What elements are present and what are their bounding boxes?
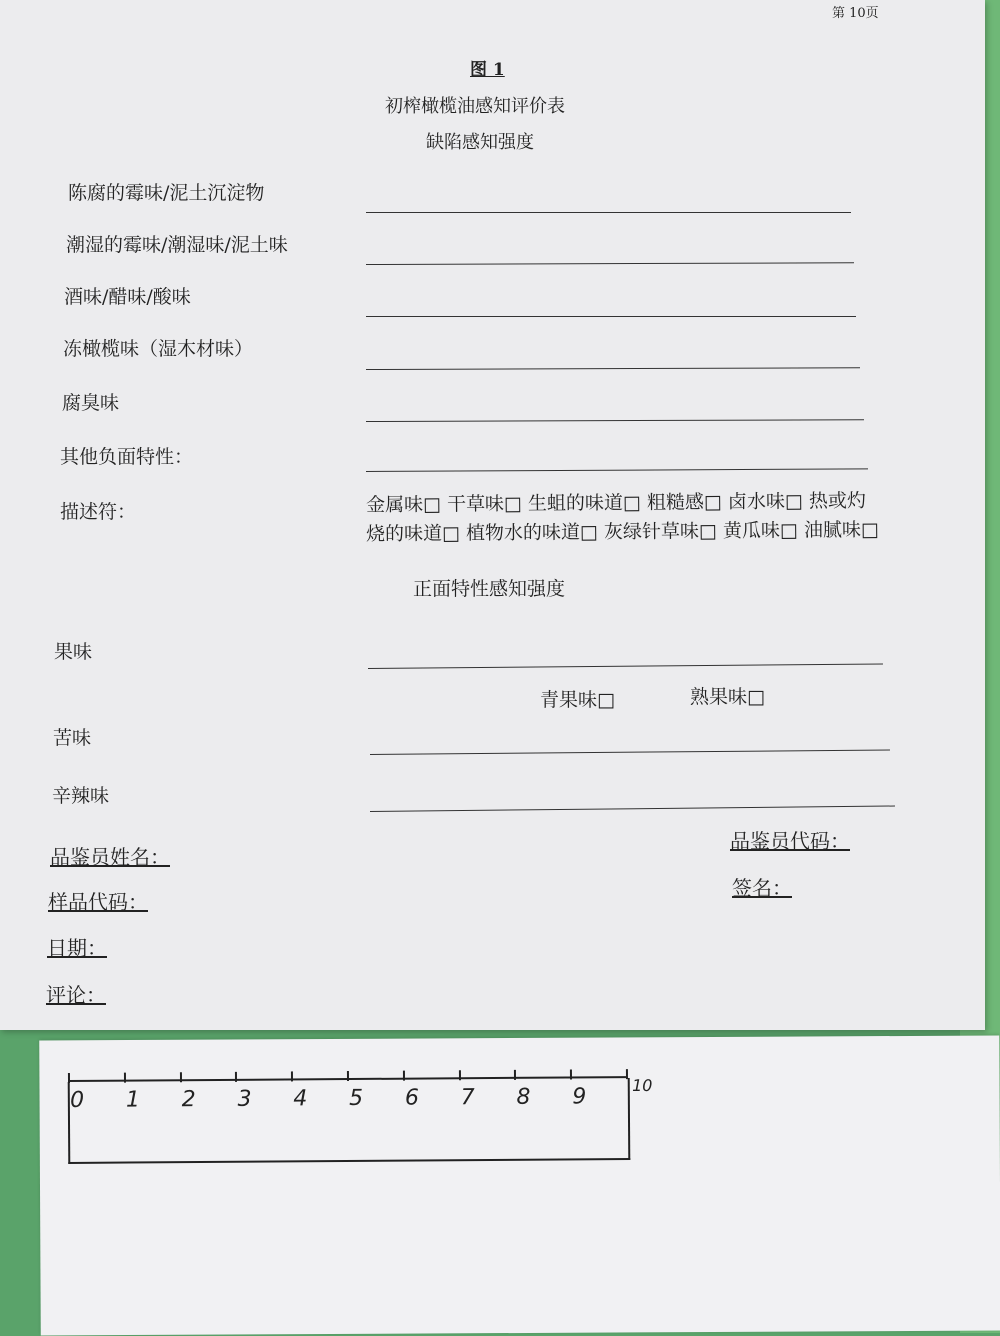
scale-tick-label: 8 [516, 1084, 531, 1110]
scale-tick [570, 1069, 572, 1079]
form-title: 初榨橄榄油感知评价表 [385, 96, 565, 117]
figure-label: 图 1 [470, 60, 505, 80]
positive-label-pungent: 辛辣味 [52, 785, 110, 807]
descriptor-label: 描述符： [60, 501, 137, 523]
scale-tick [459, 1070, 461, 1080]
positive-label-bitter: 苦味 [53, 727, 92, 749]
scale-tick [235, 1072, 237, 1082]
scale-tick-label: 7 [460, 1085, 475, 1111]
scale-tick-label: 1 [125, 1087, 141, 1113]
ripe-fruity-checkbox[interactable]: 熟果味□ [690, 686, 765, 708]
scale-tick-label: 5 [349, 1085, 364, 1112]
defect-line-other[interactable] [366, 468, 868, 472]
positive-line-pungent[interactable] [370, 806, 895, 812]
defect-label-frostbitten: 冻橄榄味（湿木材味） [63, 338, 254, 360]
defect-label-winey: 酒味/醋味/酸味 [64, 286, 191, 308]
section-defects-title: 缺陷感知强度 [426, 132, 534, 153]
defect-label-musty: 陈腐的霉味/泥土沉淀物 [68, 182, 265, 204]
date-field[interactable]: 日期： [47, 936, 107, 960]
green-fruity-checkbox[interactable]: 青果味□ [540, 689, 615, 711]
signature-field[interactable]: 签名： [732, 876, 792, 900]
scale-tick [347, 1071, 349, 1081]
page-number: 第 10页 [832, 6, 879, 21]
scale-tick-label: 4 [293, 1086, 308, 1112]
defect-line-frostbitten[interactable] [366, 367, 860, 370]
defect-line-rancid[interactable] [366, 419, 864, 422]
positive-line-bitter[interactable] [370, 749, 890, 755]
section-positive-title: 正面特性感知强度 [413, 578, 566, 600]
defect-line-humid[interactable] [366, 262, 854, 265]
comments-field[interactable]: 评论： [46, 983, 106, 1007]
taster-name-field[interactable]: 品鉴员姓名： [50, 845, 170, 869]
descriptors-line-2[interactable]: 烧的味道□ 植物水的味道□ 灰绿针草味□ 黄瓜味□ 油腻味□ [365, 518, 880, 546]
defect-label-other: 其他负面特性： [60, 446, 194, 468]
scale-tick [403, 1071, 405, 1081]
defect-line-musty[interactable] [366, 212, 851, 213]
scale-tick [514, 1070, 516, 1080]
sample-code-field[interactable]: 样品代码： [48, 890, 148, 914]
defect-line-winey[interactable] [366, 316, 856, 317]
scale-tick-label: 0 [70, 1087, 85, 1113]
scale-tick-label: 10 [631, 1075, 653, 1096]
defect-label-winey-humid: 潮湿的霉味/潮湿味/泥土味 [66, 234, 288, 256]
scale-tick [291, 1071, 293, 1081]
scale-tick-label: 6 [404, 1085, 420, 1111]
scale-tick-label: 2 [181, 1087, 196, 1113]
positive-label-fruity: 果味 [54, 641, 93, 663]
scale-tick-label: 9 [572, 1084, 587, 1110]
descriptors-line-1[interactable]: 金属味□ 干草味□ 生蛆的味道□ 粗糙感□ 卤水味□ 热或灼 [365, 489, 867, 517]
scale-tick-label: 3 [237, 1086, 252, 1112]
taster-code-field[interactable]: 品鉴员代码： [730, 829, 850, 853]
positive-line-fruity[interactable] [368, 664, 883, 669]
scale-tick [68, 1073, 70, 1083]
scale-tick [124, 1073, 126, 1083]
scale-tick [180, 1072, 182, 1082]
defect-label-rancid: 腐臭味 [62, 392, 120, 414]
scale-tick [626, 1069, 628, 1079]
